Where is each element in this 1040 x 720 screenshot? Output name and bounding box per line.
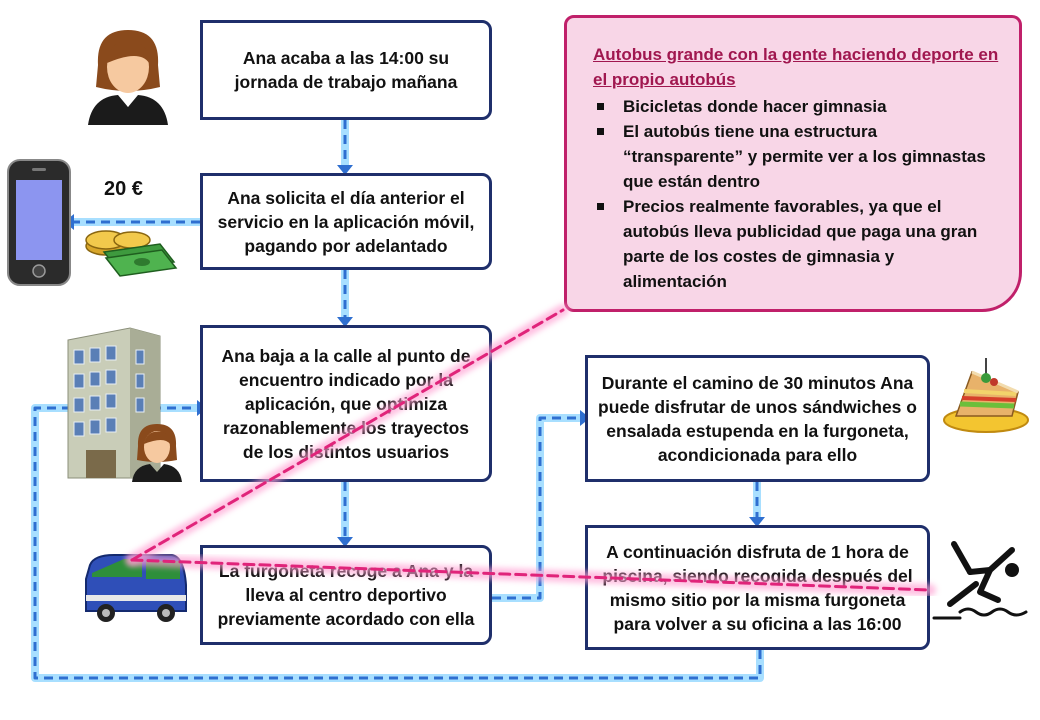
step-box-4 (200, 545, 492, 645)
step-box-1 (200, 20, 492, 120)
idea-bullet: Precios realmente favorables, ya que el autobús lleva publicidad que paga una gran parte de los costes de gimnasia y alimentación (593, 194, 999, 294)
step-box-2 (200, 173, 492, 270)
step-box-6 (585, 525, 930, 650)
idea-bullet-list (593, 94, 999, 294)
idea-bullet: Bicicletas donde hacer gimnasia (593, 94, 999, 119)
step-6-text: A continuación disfruta de 1 hora de piscina, siendo recogida después del mismo sitio por la misma furgoneta para volver a su oficina a las 16:00 (602, 541, 913, 634)
step-box-3 (200, 325, 492, 482)
step-box-5 (585, 355, 930, 482)
arrowhead-left-phone (64, 214, 74, 230)
idea-title: Autobus grande con la gente haciendo deporte en el propio autobús (593, 45, 999, 89)
step-2-text: Ana solicita el día anterior el servicio en la aplicación móvil, pagando por adelantado (217, 187, 475, 256)
step-3-text: Ana baja a la calle al punto de encuentro indicado por la aplicación, que optimiza razonablemente los trayectos de los distintos usuarios (221, 345, 471, 462)
idea-bullet: El autobús tiene una estructura “transparente” y permite ver a los gimnastas que están dentro (593, 119, 999, 194)
step-5-text: Durante el camino de 30 minutos Ana puede disfrutar de unos sándwiches o ensalada estupenda en la furgoneta, acondicionada para ello (598, 372, 917, 465)
price-label: 20 € (104, 178, 143, 200)
idea-box (564, 15, 1022, 312)
step-1-text: Ana acaba a las 14:00 su jornada de trabajo mañana (234, 48, 458, 92)
step-4-text: La furgoneta recoge a Ana y la lleva al centro deportivo previamente acordado con ella (217, 561, 475, 629)
